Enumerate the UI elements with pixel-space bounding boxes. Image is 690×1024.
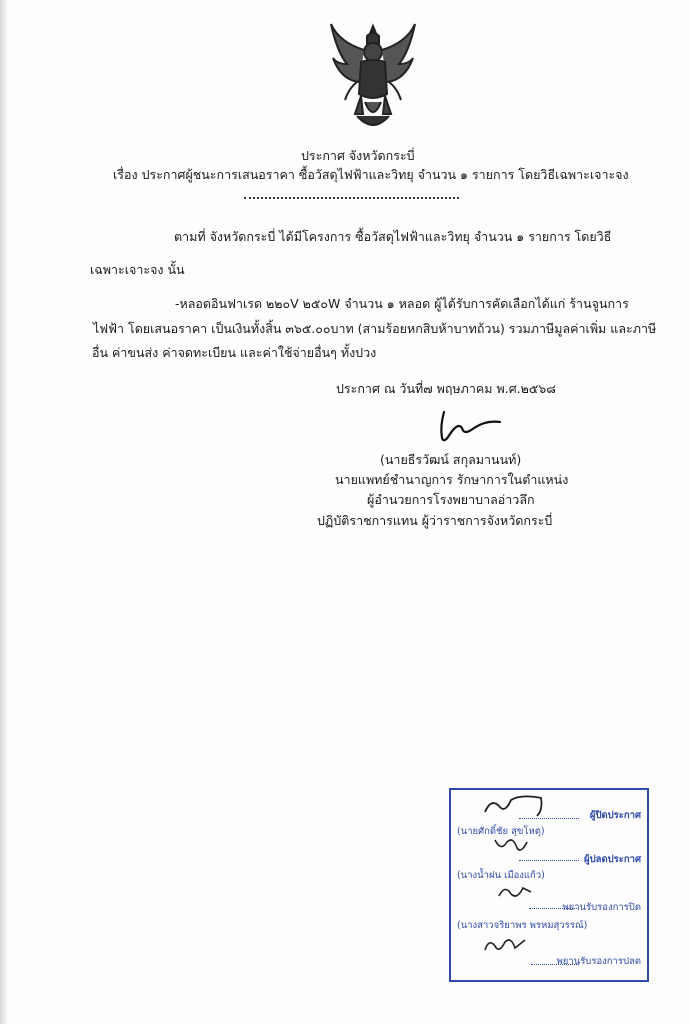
stamp-name-3: (นางสาวจริยาพร พรหมสุวรรณ์) — [457, 920, 588, 931]
stamp-role-2: ผู้ปลดประกาศ — [584, 854, 641, 865]
scan-edge-shadow — [0, 0, 8, 1024]
announcement-date: ประกาศ ณ วันที่๗ พฤษภาคม พ.ศ.๒๕๖๘ — [336, 381, 556, 396]
stamp-name-2: (นางน้ำฝน เมืองแก้ว) — [457, 870, 545, 881]
stamp-dots-1 — [519, 804, 579, 819]
announcement-title: ประกาศ จังหวัดกระบี่ — [301, 148, 415, 163]
dotted-separator — [244, 197, 459, 199]
stamp-role-1: ผู้ปิดประกาศ — [589, 810, 641, 821]
stamp-role-4: พยานรับรองการปลด — [556, 956, 641, 967]
paragraph-1-line-1: ตามที่ จังหวัดกระบี่ ได้มีโครงการ ซื้อวัสดุไฟฟ้าและวิทยุ จำนวน ๑ รายการ โดยวิธี — [174, 229, 612, 244]
posting-stamp — [449, 788, 649, 982]
garuda-emblem-icon — [327, 22, 419, 134]
announcement-subject: เรื่อง ประกาศผู้ชนะการเสนอราคา ซื้อวัสดุไฟฟ้าและวิทยุ จำนวน ๑ รายการ โดยวิธีเฉพาะเจาะจง — [113, 167, 629, 182]
paragraph-2-line-2: ไฟฟ้า โดยเสนอราคา เป็นเงินทั้งสิ้น ๓๖๕.๐๐บาท (สามร้อยหกสิบห้าบาทถ้วน) รวมภาษีมูลค่าเพิ่ม และภาษี — [93, 321, 657, 336]
signatory-position-3: ปฏิบัติราชการแทน ผู้ว่าราชการจังหวัดกระบี่ — [317, 513, 553, 528]
stamp-signature-4 — [481, 932, 531, 958]
paragraph-2-line-3: อื่น ค่าขนส่ง ค่าจดทะเบียน และค่าใช้จ่ายอื่นๆ ทั้งปวง — [92, 345, 377, 360]
signatory-position-1: นายแพทย์ชำนาญการ รักษาการในตำแหน่ง — [335, 472, 569, 487]
handwritten-signature — [430, 408, 510, 448]
stamp-name-1: (นายศักดิ์ชัย สุขโหตุ) — [457, 826, 545, 837]
stamp-role-3: พยานรับรองการปิด — [562, 902, 641, 913]
signatory-position-2: ผู้อำนวยการโรงพยาบาลอ่าวลึก — [367, 492, 535, 507]
stamp-dots-2 — [519, 846, 579, 861]
paragraph-1-line-2: เฉพาะเจาะจง นั้น — [90, 262, 185, 277]
signatory-name: (นายธีรวัฒน์ สกุลมานนท์) — [380, 452, 522, 467]
paragraph-2-line-1: -หลอดอินฟาเรด ๒๒๐V ๒๕๐W จำนวน ๑ หลอด ผู้ได้รับการคัดเลือกได้แก่ ร้านจูนการ — [175, 296, 629, 311]
